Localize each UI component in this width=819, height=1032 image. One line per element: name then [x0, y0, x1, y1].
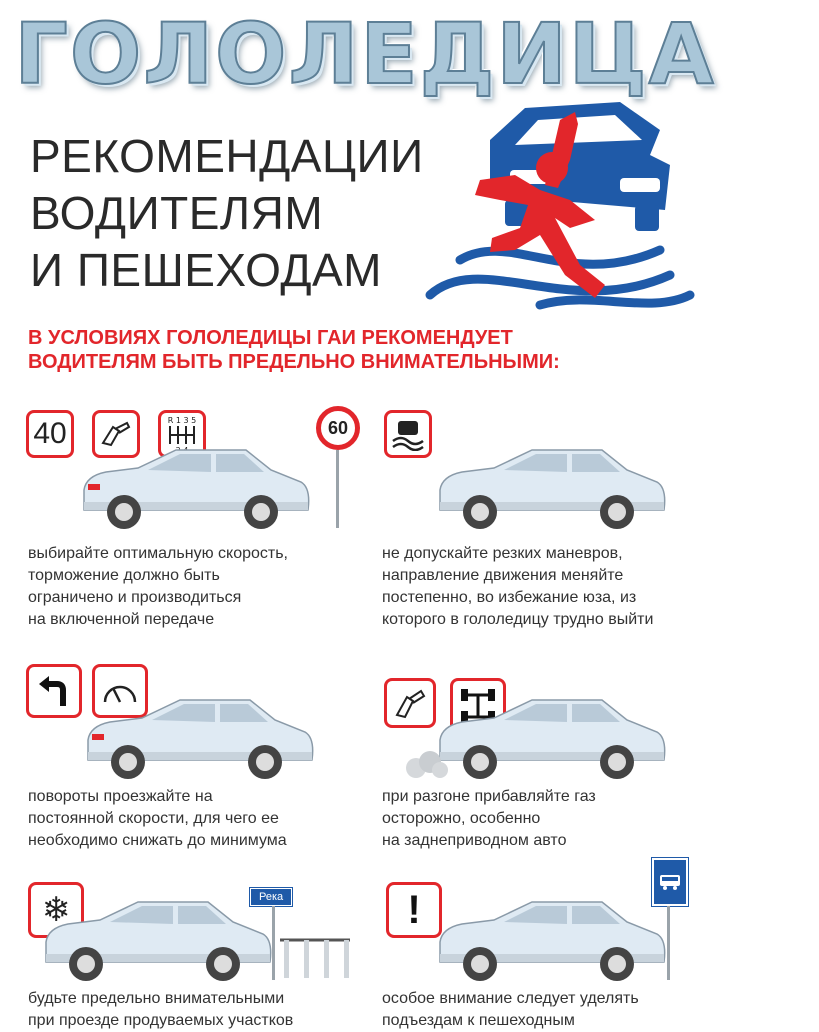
tip-5-caption: будьте предельно внимательными при проезде продуваемых участков: [28, 990, 294, 1029]
car-illustration: [432, 440, 672, 535]
subhead-line-2: ВОДИТЕЛЯМ БЫТЬ ПРЕДЕЛЬНО ВНИМАТЕЛЬНЫМИ:: [28, 351, 560, 373]
bus-stop-sign-icon: [652, 858, 688, 906]
tip-1-caption: выбирайте оптимальную скорость, торможение должно быть ограничено и производиться на включенной передаче: [28, 545, 288, 628]
headline-line-1: РЕКОМЕНДАЦИИ: [30, 130, 424, 182]
tip-2-caption: не допускайте резких маневров, направление движения меняйте постепенно, во избежание юза, из которого в гололедицу трудно выйти: [382, 545, 654, 628]
exclamation-icon: !: [386, 882, 442, 938]
turn-left-arrow-icon: [26, 664, 82, 718]
headline: [30, 128, 424, 299]
car-illustration: [76, 440, 316, 535]
exhaust-smoke-icon: [404, 748, 450, 782]
tip-4-caption: при разгоне прибавляйте газ осторожно, особенно на заднеприводном авто: [382, 788, 596, 849]
tip-3-caption: повороты проезжайте на постоянной скорости, для чего ее необходимо снижать до минимума: [28, 788, 287, 849]
page-title: ГОЛОЛЕДИЦА: [14, 5, 716, 103]
river-place-sign: Река: [250, 888, 292, 906]
car-illustration: [432, 892, 672, 987]
bridge-railing: [280, 930, 352, 978]
svg-text:R 1 3 5: R 1 3 5: [167, 416, 197, 425]
headline-line-3: И ПЕШЕХОДАМ: [30, 244, 383, 296]
title-banner: [14, 5, 716, 103]
car-illustration: [80, 690, 320, 785]
gas-pedal-icon: [384, 678, 436, 728]
subhead-line-1: В УСЛОВИЯХ ГОЛОЛЕДИЦЫ ГАИ РЕКОМЕНДУЕТ: [28, 327, 513, 349]
speed-limit-sign: 60: [316, 406, 360, 450]
slipping-person-illustration: [420, 100, 700, 315]
sign-pole: [336, 450, 339, 528]
speed-40-sign-icon: 40: [26, 410, 74, 458]
headline-line-2: ВОДИТЕЛЯМ: [30, 187, 324, 239]
tip-6-caption: особое внимание следует уделять подъездам к пешеходным: [382, 990, 639, 1029]
car-illustration: [432, 690, 672, 785]
car-illustration: [38, 892, 278, 987]
skidding-car-icon: [384, 410, 432, 458]
sign-pole: [272, 906, 275, 980]
sign-pole: [667, 906, 670, 980]
snowflake-icon: ❄: [28, 882, 84, 938]
subhead: [28, 326, 628, 374]
